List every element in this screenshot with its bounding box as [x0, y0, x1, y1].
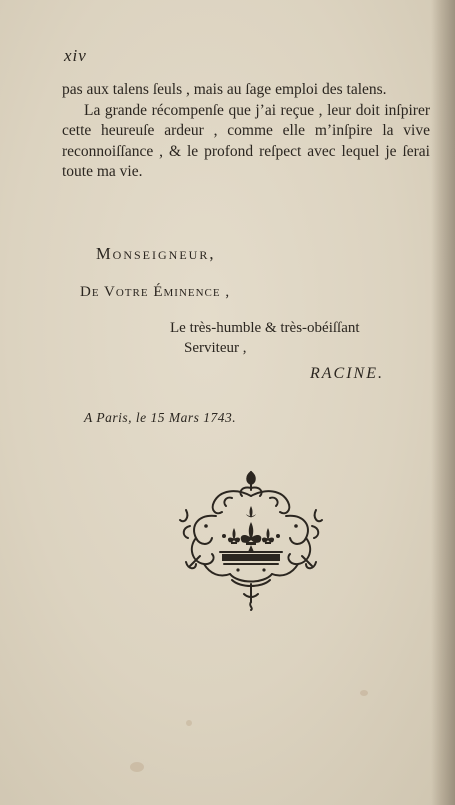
foxing-spot — [130, 762, 144, 772]
signature: RACINE. — [310, 365, 384, 382]
closing-line-2: Serviteur , — [184, 340, 247, 356]
body-text — [62, 80, 430, 183]
continuation-paragraph: pas aux talens ſeuls , mais au ſage emploi des talens. — [62, 81, 387, 98]
dateline: A Paris, le 15 Mars 1743. — [84, 410, 237, 425]
closing-line-1: Le très-humble & très-obéiſſant — [170, 320, 360, 336]
page-number: xiv — [64, 46, 87, 65]
paragraph: La grande récompenſe que j’ai reçue , leur doit inſpirer cette heureuſe ardeur , comme elle m’inſpire la vive reconnoiſſance , & le profond reſpect avec lequel je ſerai toute ma vie. — [62, 101, 430, 180]
foxing-spot — [186, 720, 192, 726]
eminence-line: De Votre Éminence , — [80, 284, 231, 300]
salutation: Monseigneur, — [96, 244, 216, 263]
page-gutter-shadow — [431, 0, 455, 805]
foxing-spot — [360, 690, 368, 696]
fleur-de-lis-crown-vignette-icon — [176, 466, 326, 611]
